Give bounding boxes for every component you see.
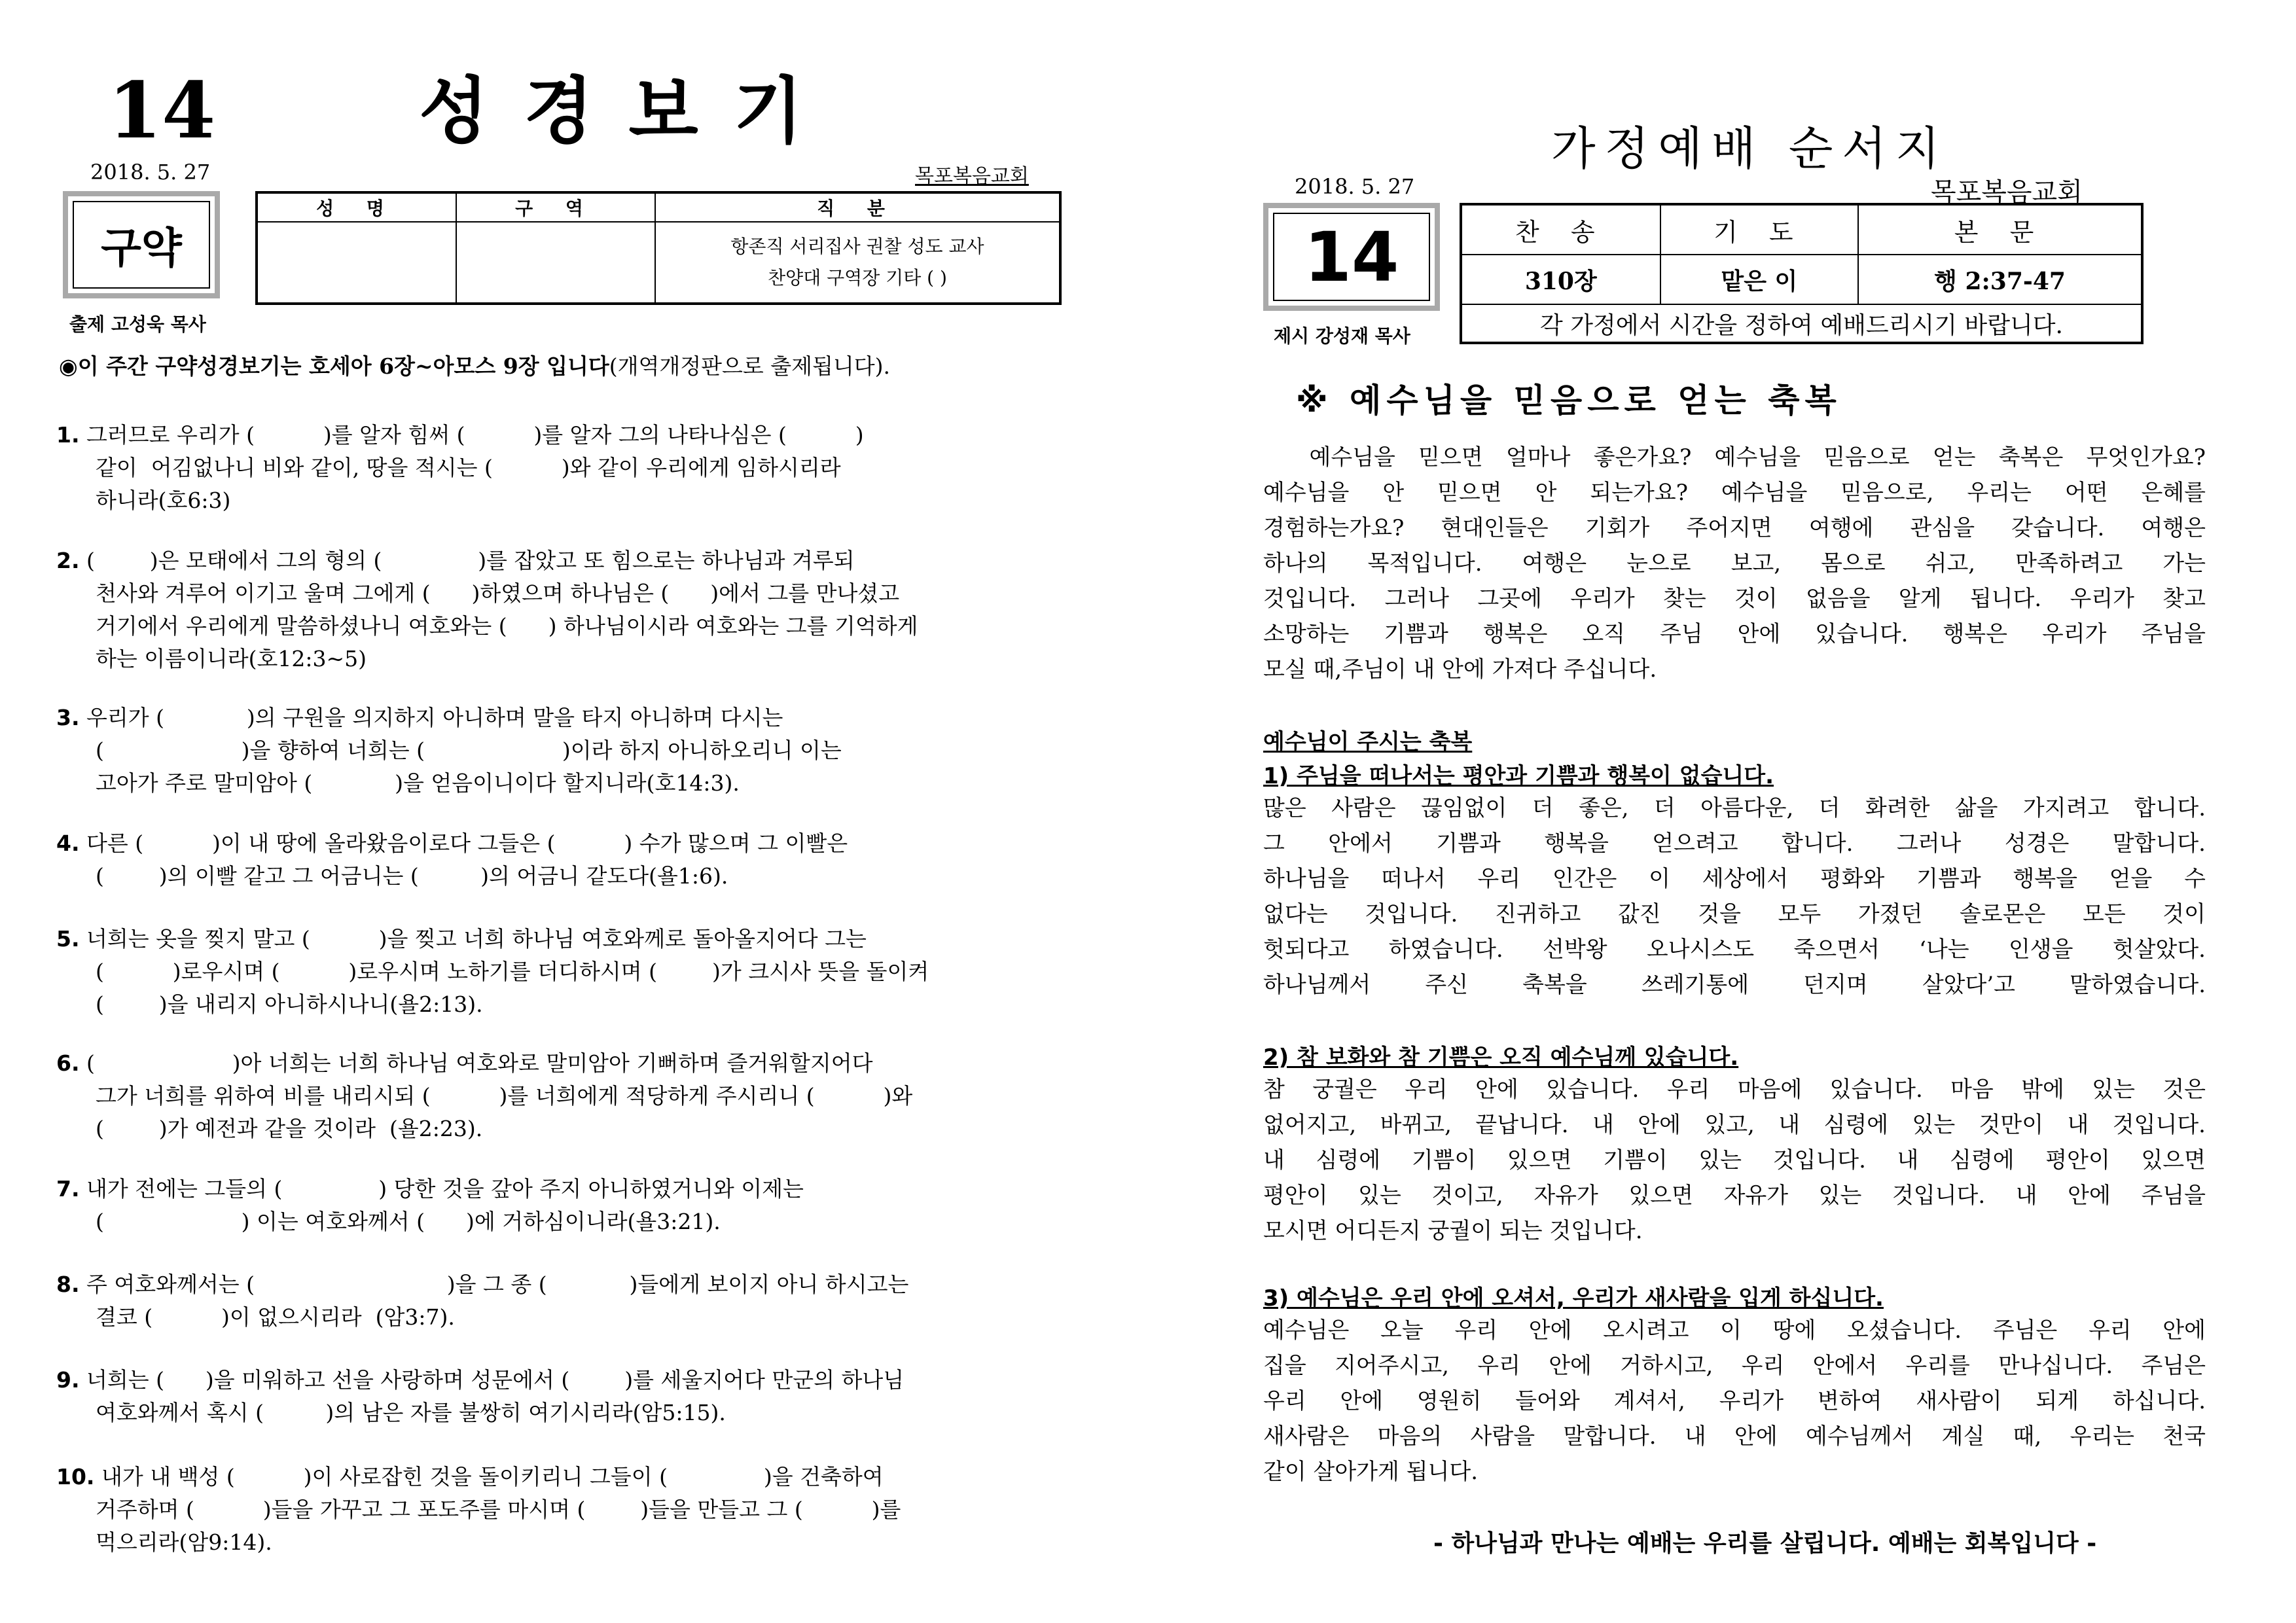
closing-statement: - 하나님과 만나는 예배는 우리를 살립니다. 예배는 회복입니다 - [1433,1530,2097,1557]
question-line: 내가 전에는 그들의 ( ) 당한 것을 갚아 주지 아니하였거니와 이제는 [86,1176,804,1202]
header-duty: 직 분 [655,192,1060,222]
question-number: 10. [56,1464,95,1489]
question-number: 7. [56,1176,80,1202]
question-line: ( )을 향하여 너희는 ( )이라 하지 아니하오리니 이는 [96,738,842,763]
scripture-value: 행 2:37-47 [1858,255,2142,304]
header-name: 성 명 [257,192,456,222]
duty-options-cell[interactable] [655,222,1060,304]
header-scripture: 본 문 [1858,204,2142,255]
left-page-title: 성경보기 [419,69,839,153]
sermon-line: 경험하는가요? 현대인들은 기회가 주어지면 여행에 관심을 갖습니다. 여행은 [1263,515,2206,541]
sermon-line: 예수님을 안 믿으면 안 되는가요? 예수님을 믿음으로, 우리는 어떤 은혜를 [1263,480,2206,506]
question-number: 8. [56,1272,80,1297]
sermon-line: 그 안에서 기쁨과 행복을 얻으려고 합니다. 그러나 성경은 말합니다. [1263,830,2206,857]
right-date: 2018. 5. 27 [1295,174,1415,199]
left-date: 2018. 5. 27 [90,160,211,185]
question-line: 거주하며 ( )들을 가꾸고 그 포도주를 마시며 ( )들을 만들고 그 ( )를 [96,1497,901,1522]
right-church-name: 목포복음교회 [1931,177,2083,207]
issue-number-badge [1263,203,1440,311]
sermon-line: 없어지고, 바뀌고, 끝납니다. 내 안에 있고, 내 심령에 있는 것만이 내 것입니다. [1263,1112,2206,1138]
question-line: 다른 ( )이 내 땅에 올라왔음이로다 그들은 ( ) 수가 많으며 그 이빨은 [86,830,848,856]
right-maker: 제시 강성재 목사 [1274,325,1410,347]
duty-options-line-2: 찬양대 구역장 기타 ( ) [768,267,947,289]
left-church-name: 목포복음교회 [915,165,1029,188]
question-5 [56,923,1103,1021]
left-intro [59,349,890,380]
district-cell[interactable] [456,222,655,304]
question-line: 너희는 옷을 찢지 말고 ( )을 찢고 너희 하나님 여호와께로 돌아올지어다 그는 [86,926,867,952]
sermon-heading: ※ 예수님을 믿음으로 얻는 축복 [1296,382,1842,419]
sermon-line: 하나의 목적입니다. 여행은 눈으로 보고, 몸으로 쉬고, 만족하려고 가는 [1263,550,2206,577]
sermon-line: 예수님을 믿으면 얼마나 좋은가요? 예수님을 믿음으로 얻는 축복은 무엇인가요? [1263,444,2206,471]
question-line: 하니라(호6:3) [96,488,231,513]
question-line: 고아가 주로 말미암아 ( )을 얻음이니이다 할지니라(호14:3). [96,770,740,796]
question-number: 6. [56,1050,80,1076]
question-line: 그러므로 우리가 ( )를 알자 힘써 ( )를 알자 그의 나타나심은 ( ) [86,422,864,448]
question-line: 그가 너희를 위하여 비를 내리시되 ( )를 너희에게 적당하게 주시리니 ( )와 [96,1083,913,1109]
prayer-value: 맡은 이 [1660,255,1859,304]
question-line: ( )의 이빨 같고 그 어금니는 ( )의 어금니 같도다(욜1:6). [96,863,728,889]
sermon-line: 하나님께서 주신 축복을 쓰레기통에 던지며 살았다’고 말하였습니다. [1263,972,2206,998]
question-number: 9. [56,1367,80,1393]
point-1-body [1263,791,2206,1003]
question-line: 너희는 ( )을 미워하고 선을 사랑하며 성문에서 ( )를 세울지어다 만군의 하나님 [86,1367,905,1393]
blessings-section-title: 예수님이 주시는 축복 [1263,729,1473,755]
question-line: 결코 ( )이 없으시리라 (암3:7). [96,1304,455,1330]
question-7 [56,1173,1103,1238]
intro-bold: ◉이 주간 구약성경보기는 호세아 6장~아모스 9장 입니다 [59,353,609,379]
sermon-line: 것입니다. 그러나 그곳에 우리가 찾는 것이 없음을 알게 됩니다. 우리가 찾고 [1263,586,2206,612]
question-line: 하는 이름이니라(호12:3~5) [96,646,367,671]
issue-number-badge-label: 14 [1273,213,1430,301]
question-number: 4. [56,830,80,856]
question-line: ( )가 예전과 같을 것이라 (욜2:23). [96,1116,483,1141]
question-number: 5. [56,926,80,952]
sermon-line: 우리 안에 영원히 들어와 계셔서, 우리가 변하여 새사람이 되게 하십니다. [1263,1388,2206,1414]
worship-order-table [1460,203,2144,344]
sermon-line: 없다는 것입니다. 진귀하고 값진 것을 모두 가졌던 솔로몬은 모든 것이 [1263,901,2206,927]
question-line: 내가 내 백성 ( )이 사로잡힌 것을 돌이키리니 그들이 ( )을 건축하여 [101,1464,884,1489]
question-line: 거기에서 우리에게 말씀하셨나니 여호와는 ( ) 하나님이시라 여호와는 그를 기억하게 [96,613,918,639]
question-line: ( )은 모태에서 그의 형의 ( )를 잡았고 또 힘으로는 하나님과 겨루되 [86,548,855,573]
point-2-title: 2) 참 보화와 참 기쁨은 오직 예수님께 있습니다. [1263,1044,1739,1071]
question-8 [56,1268,1103,1334]
question-4 [56,827,1103,893]
point-3-title: 3) 예수님은 우리 안에 오셔서, 우리가 새사람을 입게 하십니다. [1263,1285,1884,1311]
right-page-title: 가정예배 순서지 [1551,122,1949,175]
sermon-line: 평안이 있는 것이고, 자유가 있으면 자유가 있는 것입니다. 내 안에 주님을 [1263,1183,2206,1209]
sermon-line: 하나님을 떠나서 우리 인간은 이 세상에서 평화와 기쁨과 행복을 얻을 수 [1263,866,2206,892]
duty-options-line-1: 항존직 서리집사 권찰 성도 교사 [730,236,984,257]
question-line: ( ) 이는 여호와께서 ( )에 거하심이니라(욜3:21). [96,1209,721,1234]
question-line: ( )아 너희는 너희 하나님 여호와로 말미암아 기뻐하며 즐거워할지어다 [86,1050,873,1076]
question-number: 2. [56,548,80,573]
question-line: 주 여호와께서는 ( )을 그 종 ( )들에게 보이지 아니 하시고는 [86,1272,909,1297]
sermon-line: 모실 때,주님이 내 안에 가져다 주십니다. [1263,656,1657,683]
sermon-line: 예수님은 오늘 우리 안에 오시려고 이 땅에 오셨습니다. 주님은 우리 안에 [1263,1317,2206,1344]
point-1-title: 1) 주님을 떠나서는 평안과 기쁨과 행복이 없습니다. [1263,763,1774,789]
sermon-line: 소망하는 기쁨과 행복은 오직 주님 안에 있습니다. 행복은 우리가 주님을 [1263,621,2206,647]
question-line: ( )로우시며 ( )로우시며 노하기를 더디하시며 ( )가 크시사 뜻을 돌이켜 [96,959,929,984]
question-6 [56,1047,1103,1145]
name-cell[interactable] [257,222,456,304]
question-number: 1. [56,422,80,448]
sermon-line: 모시면 어디든지 궁궐이 되는 것입니다. [1263,1218,1643,1244]
intro-rest: (개역개정판으로 출제됩니다). [609,353,891,379]
question-line: 우리가 ( )의 구원을 의지하지 아니하며 말을 타지 아니하며 다시는 [86,705,783,730]
question-number: 3. [56,705,80,730]
sermon-line: 내 심령에 기쁨이 있으면 기쁨이 있는 것입니다. 내 심령에 평안이 있으면 [1263,1147,2206,1173]
question-2 [56,544,1103,675]
sermon-line: 참 궁궐은 우리 안에 있습니다. 우리 마음에 있습니다. 마음 밖에 있는 것은 [1263,1077,2206,1103]
sermon-line: 같이 살아가게 됩니다. [1263,1459,1479,1485]
left-maker: 출제 고성욱 목사 [69,313,206,335]
point-3-body [1263,1313,2206,1489]
question-line: 천사와 겨루어 이기고 울며 그에게 ( )하였으며 하나님은 ( )에서 그를 만나셨고 [96,580,900,606]
hymn-value: 310장 [1461,255,1660,304]
question-3 [56,702,1103,800]
old-testament-badge [63,191,220,298]
sermon-line: 많은 사람은 끊임없이 더 좋은, 더 아름다운, 더 화려한 삶을 가지려고 합니다. [1263,795,2206,821]
left-page-number: 14 [108,65,216,156]
sermon-line: 헛되다고 하였습니다. 선박왕 오나시스도 죽으면서 ‘나는 인생을 헛살았다. [1263,936,2206,963]
question-9 [56,1364,1103,1429]
question-line: 여호와께서 혹시 ( )의 남은 자를 불쌍히 여기시리라(암5:15). [96,1400,726,1425]
question-line: 먹으리라(암9:14). [96,1529,272,1555]
old-testament-badge-label: 구약 [73,201,210,289]
header-hymn: 찬 송 [1461,204,1660,255]
sermon-line: 집을 지어주시고, 우리 안에 거하시고, 우리 안에서 우리를 만나십니다. 주님은 [1263,1353,2206,1379]
question-line: ( )을 내리지 아니하시나니(욜2:13). [96,991,483,1017]
answer-sheet-info-table [255,191,1062,305]
point-2-body [1263,1072,2206,1249]
sermon-line: 새사람은 마음의 사람을 말합니다. 내 안에 예수님께서 계실 때, 우리는 천국 [1263,1423,2206,1450]
worship-note: 각 가정에서 시간을 정하여 예배드리시기 바랍니다. [1461,304,2142,343]
header-prayer: 기 도 [1660,204,1859,255]
question-10 [56,1461,1103,1559]
question-line: 같이 어김없나니 비와 같이, 땅을 적시는 ( )와 같이 우리에게 임하시리라 [96,455,841,480]
question-1 [56,419,1103,517]
header-district: 구 역 [456,192,655,222]
sermon-intro [1263,440,2206,687]
